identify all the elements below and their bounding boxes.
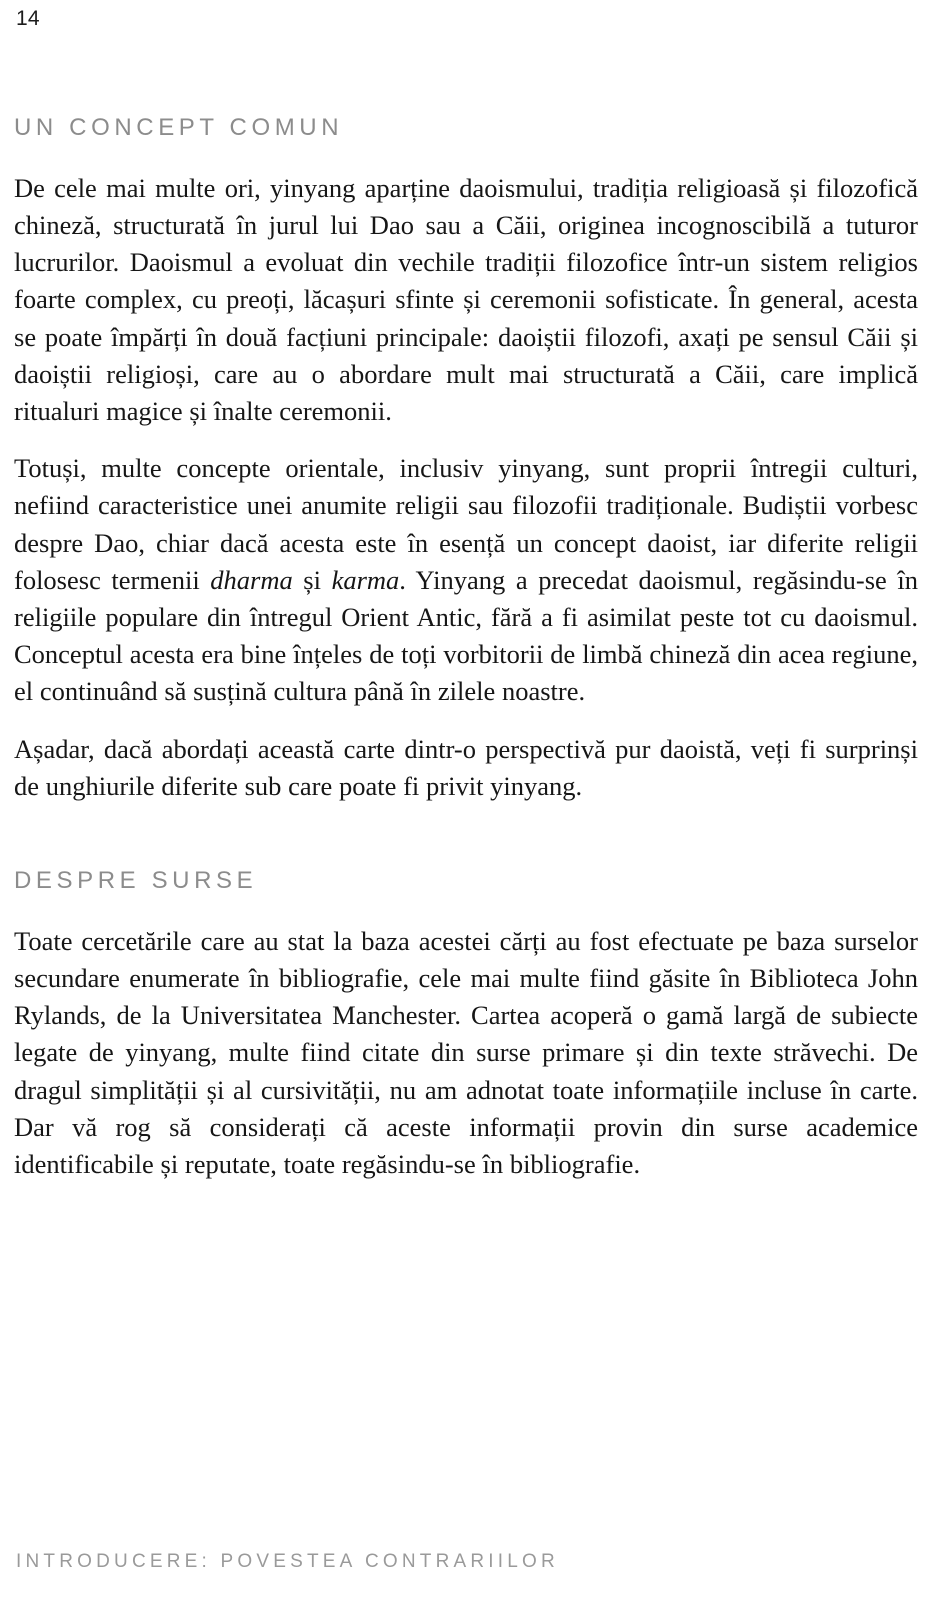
paragraph-daoism-intro: De cele mai multe ori, yinyang aparține daoismului, tradiția religioasă și filozofică chineză, structurată în jurul lui Dao sau a Căii, originea incognoscibilă a tuturor lucrurilor. Daoismul a evoluat din vechile tradiții filozofice într-un sistem religios foarte complex, cu preoți, lăcașuri sfinte și ceremonii sofisticate. În general, acesta se poate împărți în două facțiuni principale: daoiștii filozofi, axați pe sensul Căii și daoiștii religioși, care au o abordare mult mai structurată a Căii, care implică ritualuri magice și înalte ceremonii. (14, 172, 918, 427)
page-number: 14 (16, 7, 40, 30)
paragraph-text-segment: și (292, 564, 332, 595)
spacer (14, 805, 918, 867)
section-heading-un-concept-comun: UN CONCEPT COMUN (14, 114, 344, 141)
emphasis-dharma: dharma (210, 564, 293, 595)
section-heading-despre-surse: DESPRE SURSE (14, 867, 258, 895)
page-content (14, 96, 918, 1183)
running-footer: INTRODUCERE: POVESTEA CONTRARIILOR (16, 1551, 559, 1573)
paragraph-despre-surse-body: Toate cercetările care au stat la baza acestei cărți au fost efectuate pe baza surselor secundare enumerate în bibliografie, cele mai multe fiind găsite în Biblioteca John Rylands, de la Universitatea Manchester. Cartea acoperă o gamă largă de subiecte legate de yinyang, multe fiind citate din surse primare și din texte străvechi. De dragul simplității și al cursivității, nu am adnotat toate informațiile incluse în carte. Dar vă rog să considerați că aceste informații provin din surse academice identificabile și reputate, toate regăsindu-se în bibliografie. (14, 925, 918, 1180)
spacer (14, 430, 918, 450)
paragraph-text-segment: . Yinyang a precedat daoismul, regăsindu-se în religiile populare din întregul Orient Antic, fără a fi asimilat peste tot cu daoismul. Conceptul acesta era bine înțeles de toți vorbitorii de limbă chineză din acea regiune, el continuând să susțină cultura până în zilele noastre. (14, 564, 918, 707)
paragraph-concepte-orientale (14, 450, 918, 710)
paragraph-text-segment: Totuși, multe concepte orientale, inclusiv yinyang, sunt proprii întregii culturi, nefiind caracteristice unei anumite religii sau filozofii tradiționale. Budiștii vorbesc despre Dao, chiar dacă acesta este în esență un concept daoist, iar diferite religii folosesc termenii (14, 453, 918, 595)
emphasis-karma: karma (331, 564, 400, 595)
paragraph-perspectiva-daoista: Așadar, dacă abordați această carte dintr-o perspectivă pur daoistă, veți fi surprinși de unghiurile diferite sub care poate fi privit yinyang. (14, 733, 918, 801)
spacer (14, 711, 918, 731)
spacer (14, 896, 918, 923)
spacer (14, 143, 918, 170)
